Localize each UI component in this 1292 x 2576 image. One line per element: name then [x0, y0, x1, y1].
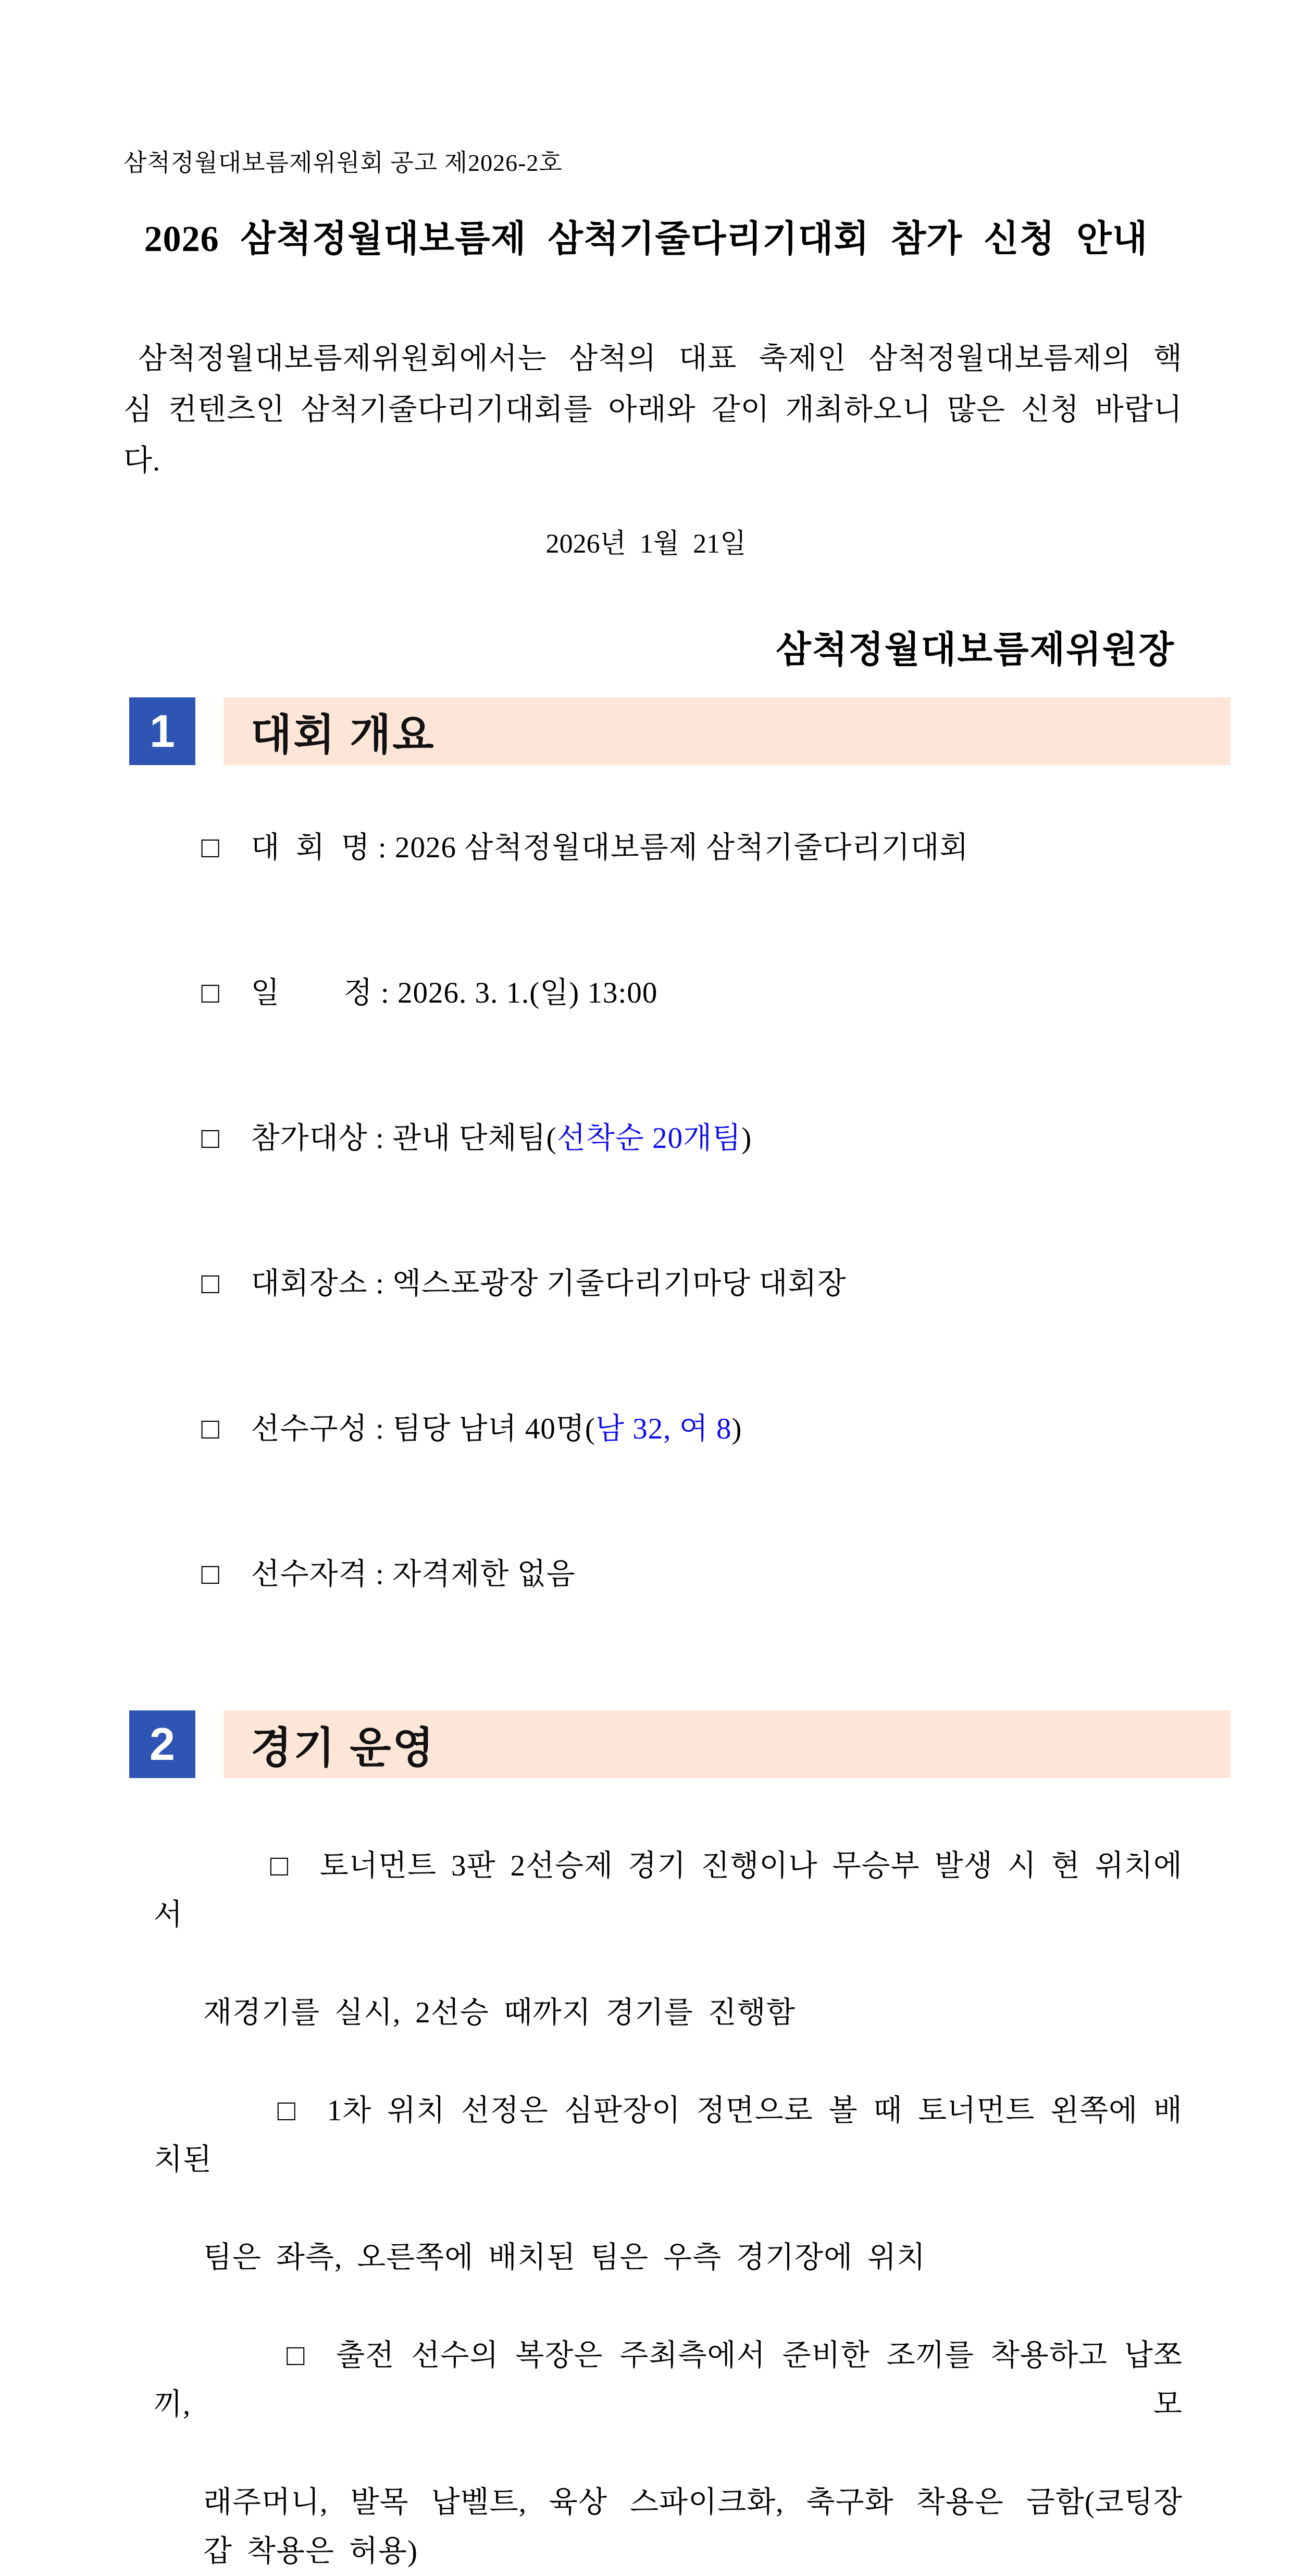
checkbox-icon: □	[270, 1849, 289, 1882]
section-1-number-badge: 1	[129, 697, 195, 765]
checkbox-icon: □	[201, 977, 220, 1009]
rule-line: 갑 착용은 허용)	[203, 2535, 418, 2568]
item-text: )	[731, 1412, 742, 1445]
checkbox-icon: □	[287, 2339, 305, 2372]
section-2-title: 경기 운영	[251, 1724, 436, 1772]
rule-item	[154, 1793, 1183, 2037]
section-2-header	[129, 1710, 1231, 1778]
list-item	[154, 775, 1183, 920]
list-item	[154, 1211, 1183, 1356]
issuer-title: 삼척정월대보름제위원장	[776, 630, 1175, 670]
rule-line: 재경기를 실시, 2선승 때까지 경기를 진행함	[203, 1996, 796, 2029]
item-text: )	[741, 1122, 752, 1155]
intro-line: 삼척정월대보름제위원회에서는 삼척의 대표 축제인 삼척정월대보름제의 핵	[138, 342, 1183, 375]
list-item	[154, 920, 1183, 1066]
issue-date: 2026년 1월 21일	[545, 529, 747, 559]
list-item	[154, 1356, 1183, 1502]
rule-item	[154, 2282, 1183, 2576]
item-text: 선수구성 : 팀당 남녀 40명(	[251, 1412, 595, 1445]
rule-text: 출전 선수의 복장은 주최측에서 준비한 조끼를 착용하고 납쪼끼, 모	[154, 2339, 1183, 2421]
item-text: 일 정 : 2026. 3. 1.(일) 13:00	[251, 977, 658, 1009]
section-1-header	[129, 697, 1231, 765]
intro-paragraph	[0, 333, 1292, 486]
checkbox-icon: □	[201, 1122, 220, 1155]
section-1-title: 대회 개요	[251, 711, 436, 759]
checkbox-icon: □	[277, 2094, 296, 2127]
section-2-title-bar	[223, 1710, 1231, 1778]
doc-number: 삼척정월대보름제위원회 공고 제2026-2호	[123, 149, 563, 176]
section-2-number-badge: 2	[129, 1710, 195, 1778]
rule-text: 토너먼트 3판 2선승제 경기 진행이나 무승부 발생 시 현 위치에서	[154, 1849, 1183, 1931]
item-text: 대 회 명 : 2026 삼척정월대보름제 삼척기줄다리기대회	[251, 831, 969, 864]
overview-list	[0, 775, 1292, 1647]
rule-line	[154, 2037, 1183, 2233]
rule-line	[154, 2282, 1183, 2478]
intro-line: 심 컨텐츠인 삼척기줄다리기대회를 아래와 같이 개최하오니 많은 신청 바랍니	[123, 393, 1183, 426]
page-title: 2026 삼척정월대보름제 삼척기줄다리기대회 참가 신청 안내	[144, 219, 1148, 259]
rule-line: 래주머니, 발목 납벨트, 육상 스파이크화, 축구화 착용은 금함(코팅장	[203, 2486, 1183, 2519]
announcement-page	[0, 147, 1292, 2568]
rule-line	[154, 1793, 1183, 1989]
rule-line: 팀은 좌측, 오른쪽에 배치된 팀은 우측 경기장에 위치	[203, 2241, 926, 2274]
checkbox-icon: □	[201, 1267, 220, 1300]
intro-line: 다.	[123, 444, 161, 477]
accent-text: 남 32, 여 8	[595, 1412, 732, 1445]
item-text: 대회장소 : 엑스포광장 기줄다리기마당 대회장	[251, 1267, 847, 1300]
checkbox-icon: □	[201, 831, 220, 864]
list-item	[154, 1066, 1183, 1211]
rule-item	[154, 2037, 1183, 2282]
accent-text: 선착순 20개팀	[556, 1122, 742, 1155]
checkbox-icon: □	[201, 1558, 220, 1591]
checkbox-icon: □	[201, 1412, 220, 1445]
section-1-title-bar	[223, 697, 1231, 765]
list-item	[154, 1502, 1183, 1647]
item-text: 참가대상 : 관내 단체팀(	[251, 1122, 557, 1155]
item-text: 선수자격 : 자격제한 없음	[251, 1558, 576, 1591]
rule-text: 1차 위치 선정은 심판장이 정면으로 볼 때 토너먼트 왼쪽에 배치된	[154, 2094, 1183, 2176]
rules-list	[0, 1793, 1292, 2576]
